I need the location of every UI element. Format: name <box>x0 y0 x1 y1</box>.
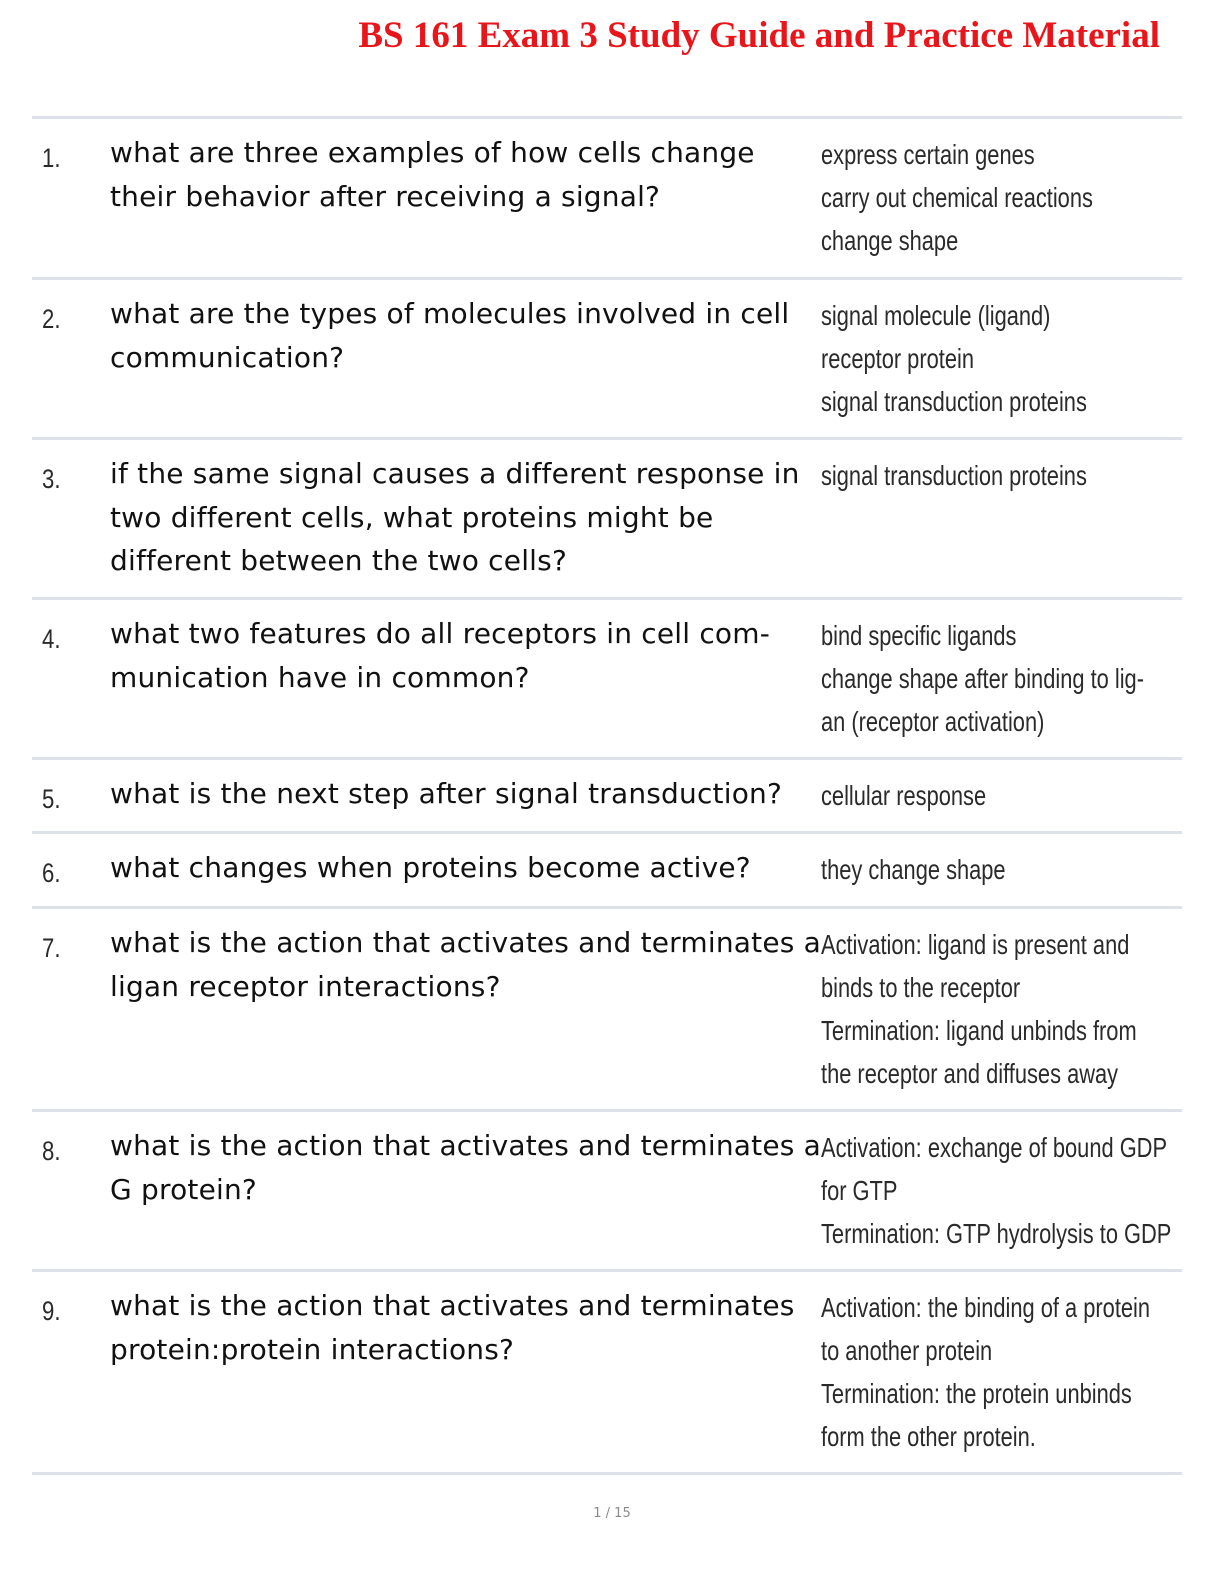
answer-line: signal transduction proteins <box>821 386 1087 417</box>
answer-line: to another protein <box>821 1335 993 1366</box>
question-text: what two features do all receptors in cell com-munication have in common? <box>110 617 771 694</box>
question-text: what is the action that activates and terminates a ligan receptor interactions? <box>110 926 821 1003</box>
answer-text <box>821 774 1164 817</box>
answer-text <box>821 454 1164 497</box>
qa-item-4 <box>32 600 1182 760</box>
question-text: if the same signal causes a different response in two different cells, what proteins might be different between the two cells? <box>110 457 800 577</box>
question-text: what is the action that activates and terminates a G protein? <box>110 1129 821 1206</box>
answer-line: change shape <box>821 225 959 256</box>
answer-line: carry out chemical reactions <box>821 182 1093 213</box>
answer-text <box>821 923 1164 1095</box>
answer-line: Activation: ligand is present and <box>821 929 1130 960</box>
item-number: 7. <box>42 933 61 963</box>
answer-line: form the other protein. <box>821 1421 1036 1452</box>
answer-text <box>821 1126 1172 1255</box>
qa-item-8 <box>32 1112 1182 1272</box>
answer-line: express certain genes <box>821 139 1035 170</box>
answer-line: the receptor and diffuses away <box>821 1058 1119 1089</box>
answer-line: bind specific ligands <box>821 620 1017 651</box>
answer-line: signal molecule (ligand) <box>821 300 1051 331</box>
answer-line: an (receptor activation) <box>821 706 1045 737</box>
item-number: 1. <box>42 143 61 173</box>
qa-item-1 <box>32 119 1182 280</box>
item-number: 9. <box>42 1296 61 1326</box>
answer-text <box>821 614 1164 743</box>
question-text: what changes when proteins become active? <box>110 851 751 884</box>
qa-item-2 <box>32 280 1182 440</box>
answer-line: signal transduction proteins <box>821 460 1087 491</box>
answer-line: binds to the receptor <box>821 972 1021 1003</box>
item-number: 4. <box>42 624 61 654</box>
answer-line: receptor protein <box>821 343 974 374</box>
page-indicator: 1 / 15 <box>593 1506 631 1521</box>
answer-line: change shape after binding to lig- <box>821 663 1144 694</box>
answer-line: cellular response <box>821 780 987 811</box>
answer-line: Activation: exchange of bound GDP <box>821 1132 1168 1163</box>
answer-text <box>821 1286 1164 1458</box>
qa-item-3 <box>32 440 1182 600</box>
item-number: 5. <box>42 784 61 814</box>
qa-item-9 <box>32 1272 1182 1475</box>
item-number: 6. <box>42 858 61 888</box>
qa-item-6 <box>32 834 1182 909</box>
question-text: what are the types of molecules involved in cell communication? <box>110 297 790 374</box>
item-number: 2. <box>42 304 61 334</box>
document-title: BS 161 Exam 3 Study Guide and Practice Material <box>358 15 1160 56</box>
qa-item-5 <box>32 760 1182 834</box>
answer-line: Termination: the protein unbinds <box>821 1378 1132 1409</box>
item-number: 8. <box>42 1136 61 1166</box>
qa-list <box>32 116 1182 1475</box>
qa-item-7 <box>32 909 1182 1112</box>
answer-line: they change shape <box>821 854 1006 885</box>
answer-line: Activation: the binding of a protein <box>821 1292 1151 1323</box>
answer-line: Termination: GTP hydrolysis to GDP <box>821 1218 1172 1249</box>
answer-line: Termination: ligand unbinds from <box>821 1015 1137 1046</box>
item-number: 3. <box>42 464 61 494</box>
answer-text <box>821 133 1164 262</box>
question-text: what are three examples of how cells change their behavior after receiving a signal? <box>110 136 755 213</box>
question-text: what is the action that activates and terminates protein:protein interactions? <box>110 1289 795 1366</box>
question-text: what is the next step after signal transduction? <box>110 777 783 810</box>
answer-text <box>821 848 1164 891</box>
answer-line: for GTP <box>821 1175 898 1206</box>
answer-text <box>821 294 1164 423</box>
